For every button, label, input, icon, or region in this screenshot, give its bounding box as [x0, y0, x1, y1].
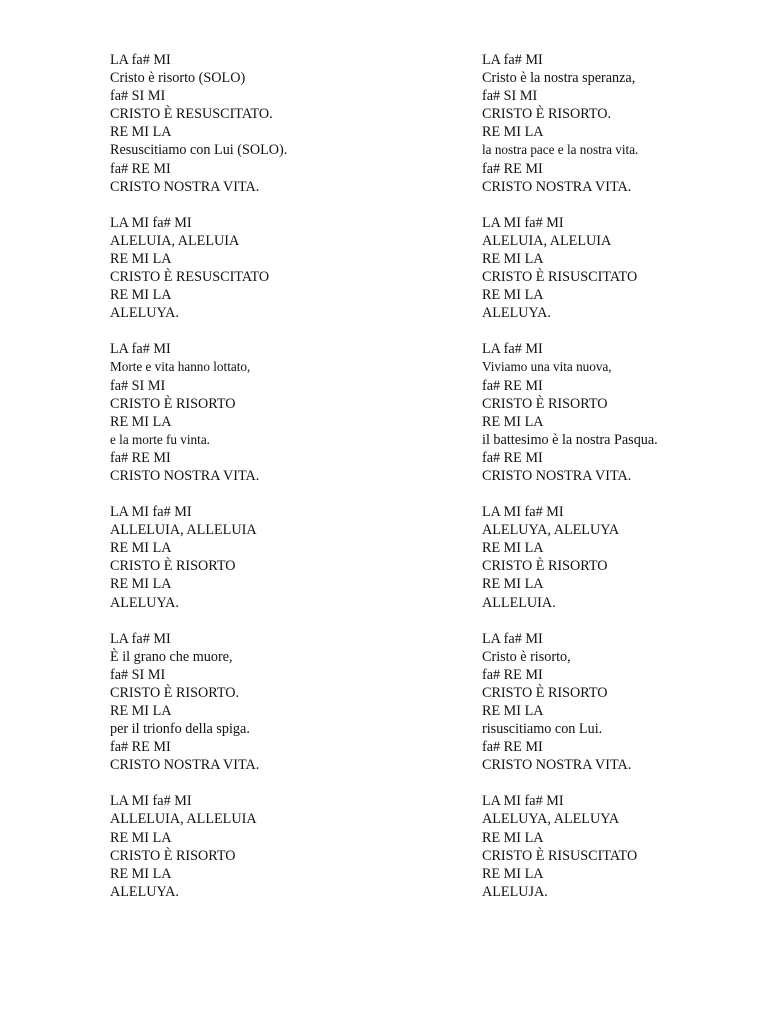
- chord-line: RE MI LA: [482, 703, 544, 719]
- lyric-line: fa# RE MI: [110, 449, 171, 466]
- chord-line: RE MI LA: [110, 287, 172, 304]
- chord-line: LA fa# MI: [482, 341, 543, 358]
- chord-line: RE MI LA: [110, 829, 172, 846]
- lyric-line: CRISTO NOSTRA VITA.: [110, 757, 260, 774]
- stanza: [110, 792, 410, 901]
- stanza: [110, 630, 410, 775]
- lyric-line: fa# SI MI: [110, 666, 166, 683]
- chord-line: RE MI LA: [110, 576, 172, 593]
- chord-line: RE MI LA: [110, 250, 172, 267]
- lyric-line: fa# SI MI: [110, 377, 166, 394]
- lyric-line: fa# RE MI: [482, 739, 543, 756]
- stanza: [482, 792, 768, 901]
- lyric-line: CRISTO È RISORTO: [110, 558, 236, 575]
- lyric-line: CRISTO È RISUSCITATO: [482, 847, 638, 864]
- lyric-line: CRISTO È RISUSCITATO: [482, 269, 638, 286]
- lyric-line: ALLELUIA, ALLELUIA: [110, 522, 257, 539]
- lyric-line: fa# SI MI: [482, 88, 538, 105]
- lyric-line: ALELUYA.: [110, 594, 179, 611]
- lyric-line: CRISTO È RISORTO: [110, 395, 236, 412]
- stanza: [482, 51, 768, 196]
- chord-line: RE MI LA: [110, 540, 172, 557]
- lyric-line: Cristo è risorto,: [482, 648, 571, 665]
- chord-line: RE MI LA: [482, 287, 544, 304]
- stanza: [482, 214, 768, 323]
- lyric-line: ALELUJA.: [482, 883, 548, 900]
- lyric-line: e la morte fu vinta.: [110, 431, 210, 447]
- lyric-line: ALELUYA.: [482, 305, 551, 322]
- chord-line: LA fa# MI: [110, 52, 171, 68]
- lyric-line: fa# RE MI: [482, 449, 543, 466]
- lyric-line: fa# RE MI: [482, 666, 543, 683]
- chord-line: LA fa# MI: [482, 52, 543, 68]
- chord-line: RE MI LA: [482, 250, 544, 267]
- lyric-line: Morte e vita hanno lottato,: [110, 359, 251, 375]
- chord-line: LA MI fa# MI: [110, 793, 192, 810]
- lyric-line: CRISTO NOSTRA VITA.: [482, 757, 632, 774]
- lyric-line: fa# RE MI: [110, 160, 171, 177]
- stanza: [110, 503, 410, 612]
- stanza: [110, 340, 410, 485]
- lyric-line: ALELUYA, ALELUYA: [482, 522, 620, 539]
- lyric-line: fa# SI MI: [110, 88, 166, 105]
- chord-line: RE MI LA: [482, 576, 544, 593]
- lyric-line: ALELUYA.: [110, 305, 179, 322]
- lyric-line: per il trionfo della spiga.: [110, 721, 250, 738]
- lyric-line: CRISTO È RISORTO: [482, 558, 608, 575]
- stanza: [482, 340, 768, 485]
- chord-line: LA fa# MI: [110, 341, 171, 358]
- chord-line: RE MI LA: [110, 865, 172, 882]
- lyric-line: CRISTO È RESUSCITATO.: [110, 106, 273, 123]
- chord-line: RE MI LA: [110, 413, 172, 430]
- chord-line: LA MI fa# MI: [482, 504, 564, 521]
- lyric-line: Viviamo una vita nuova,: [482, 359, 612, 375]
- lyric-line: Resuscitiamo con Lui (SOLO).: [110, 142, 288, 159]
- left-column: [110, 51, 410, 919]
- chord-line: LA fa# MI: [482, 630, 543, 647]
- lyric-line: fa# RE MI: [110, 739, 171, 756]
- lyric-line: CRISTO NOSTRA VITA.: [482, 467, 632, 484]
- lyric-line: CRISTO È RISORTO: [110, 847, 236, 864]
- lyric-line: ALELUYA.: [110, 883, 179, 900]
- chord-line: RE MI LA: [482, 865, 544, 882]
- lyric-line: CRISTO È RISORTO.: [482, 106, 612, 123]
- chord-line: LA MI fa# MI: [110, 504, 192, 521]
- chord-line: RE MI LA: [110, 124, 172, 141]
- stanza: [110, 51, 410, 196]
- lyric-line: ALELUIA, ALELUIA: [110, 232, 240, 249]
- right-column: [482, 51, 768, 919]
- chord-line: LA MI fa# MI: [482, 793, 564, 810]
- stanza: [110, 214, 410, 323]
- lyric-line: risuscitiamo con Lui.: [482, 721, 603, 738]
- chord-line: RE MI LA: [482, 540, 544, 557]
- lyric-line: Cristo è risorto (SOLO): [110, 70, 246, 87]
- chord-line: RE MI LA: [110, 703, 172, 719]
- lyric-line: CRISTO NOSTRA VITA.: [110, 467, 260, 484]
- stanza: [482, 503, 768, 612]
- chord-line: RE MI LA: [482, 124, 544, 141]
- lyric-line: ALLELUIA, ALLELUIA: [110, 811, 257, 828]
- lyric-line: È il grano che muore,: [110, 648, 233, 665]
- lyric-line: ALELUYA, ALELUYA: [482, 811, 620, 828]
- lyric-line: fa# RE MI: [482, 377, 543, 394]
- lyric-line: ALLELUIA.: [482, 594, 556, 611]
- chord-line: LA MI fa# MI: [110, 214, 192, 231]
- stanza: [482, 630, 768, 775]
- chord-line: LA fa# MI: [110, 630, 171, 647]
- chord-line: RE MI LA: [482, 829, 544, 846]
- lyric-line: la nostra pace e la nostra vita.: [482, 142, 639, 158]
- lyric-line: CRISTO NOSTRA VITA.: [110, 178, 260, 195]
- lyric-line: CRISTO È RISORTO: [482, 684, 608, 701]
- chord-line: RE MI LA: [482, 413, 544, 430]
- lyric-line: CRISTO NOSTRA VITA.: [482, 178, 632, 195]
- lyric-line: ALELUIA, ALELUIA: [482, 232, 612, 249]
- chord-line: LA MI fa# MI: [482, 214, 564, 231]
- lyric-line: CRISTO È RISORTO: [482, 395, 608, 412]
- lyric-line: CRISTO È RISORTO.: [110, 684, 240, 701]
- lyric-line: fa# RE MI: [482, 160, 543, 177]
- lyric-line: CRISTO È RESUSCITATO: [110, 269, 270, 286]
- lyric-line: Cristo è la nostra speranza,: [482, 70, 636, 87]
- lyric-line: il battesimo è la nostra Pasqua.: [482, 431, 658, 448]
